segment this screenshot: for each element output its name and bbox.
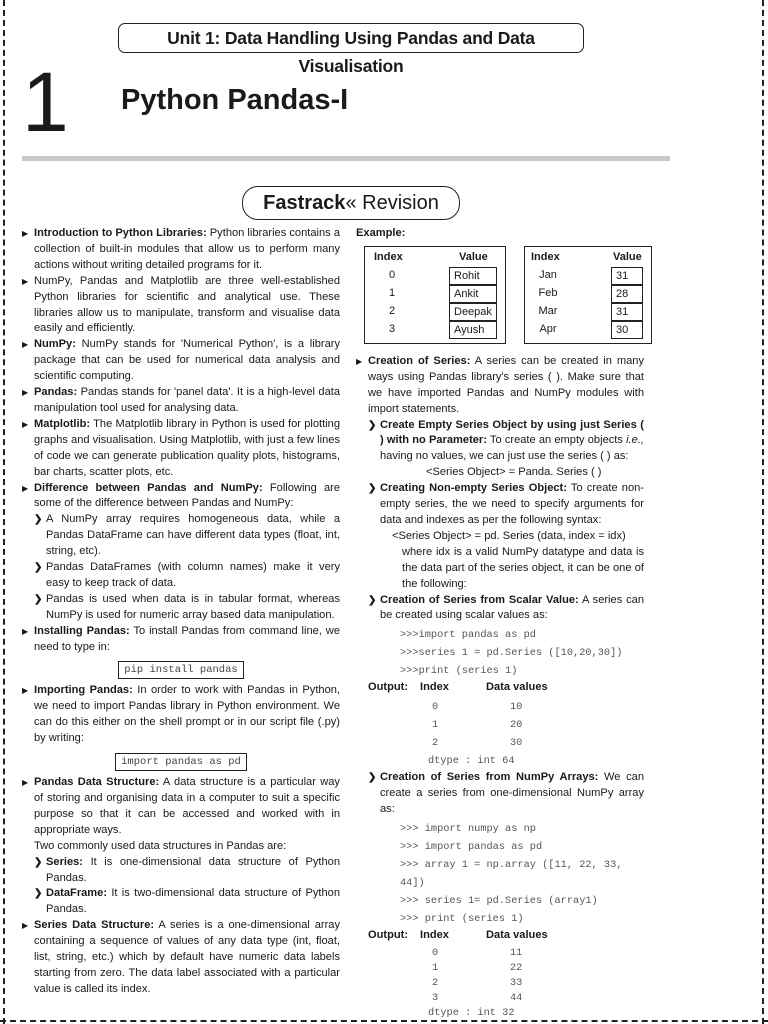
intro-text: Python libraries contains a collection of built-in modules that allow us to perform many actions without writing detailed programs for it.: [34, 227, 340, 271]
example-table-2: [524, 246, 652, 344]
difference-item-3: ❯ Pandas is used when data is in tabular format, whereas NumPy is used for numeric array based data manipulation.: [22, 592, 340, 624]
output-index: 2: [432, 977, 439, 990]
output-value: 10: [510, 701, 523, 714]
page-border-left: [3, 0, 5, 1024]
importing-lead: Importing Pandas:: [34, 684, 133, 697]
output-index: 1: [432, 962, 439, 975]
table2-value-header: Value: [613, 250, 642, 263]
title-divider: [22, 156, 670, 161]
output-value: 20: [510, 719, 523, 732]
table1-value: Ayush: [449, 321, 497, 339]
nonempty-where: where idx is a valid NumPy datatype and data is the data part of the series object, it can be one of the following:: [402, 545, 644, 590]
code-line: >>> array 1 = np.array ([11, 22, 33, 44]): [400, 859, 623, 890]
numpy-series-lead: Creation of Series from NumPy Arrays:: [380, 771, 599, 784]
example-tables: [356, 242, 644, 354]
output-index: 0: [432, 947, 439, 960]
table2-value: 31: [611, 303, 643, 321]
chapter-title: Python Pandas-I: [121, 84, 349, 116]
left-column: [22, 226, 340, 998]
fastrack-revision-badge: [242, 186, 460, 220]
numpy-dtype: dtype : int 32: [428, 1007, 515, 1020]
numpy-code: [356, 820, 644, 928]
table1-index: 1: [388, 286, 396, 299]
difference-text: Following are some of the difference between Pandas and NumPy:: [34, 481, 341, 510]
numpy-series-text: We can create a series from one-dimensional NumPy array as:: [380, 771, 644, 816]
empty-text-a: To create an empty objects: [486, 434, 627, 447]
table1-value-header: Value: [459, 250, 488, 263]
difference-item-1: ❯ A NumPy array requires homogeneous data, while a Pandas DataFrame can have different data types (float, int, string, etc).: [22, 512, 340, 560]
output-value: 33: [510, 977, 523, 990]
pandas-bullet: [22, 385, 340, 417]
example-label: Example:: [356, 227, 406, 239]
data-structure-bullet: [22, 775, 340, 839]
table2-value: 30: [611, 321, 643, 339]
creation-text: A series can be created in many ways using Pandas library's series ( ). Make sure that we have imported Pandas and NumPy modules with import statements.: [368, 354, 644, 415]
libraries-text: NumPy, Pandas and Matplotlib are three well-established Python libraries for scientific and analytical use. These libraries allow us to manipulate, transform and visualise data easily and efficiently.: [34, 274, 340, 335]
empty-series-item: [356, 418, 644, 466]
chapter-number: 1: [22, 55, 69, 149]
output-values-header: Data values: [486, 681, 548, 694]
page-border-right: [762, 0, 764, 1024]
matplotlib-bullet: [22, 417, 340, 481]
code-line: >>> import numpy as np: [400, 823, 536, 836]
table2-value: 28: [611, 285, 643, 303]
code-line: >>> series 1= pd.Series (array1): [400, 895, 598, 908]
fastrack-brand: Fastrack: [263, 192, 346, 214]
nonempty-lead: Creating Non-empty Series Object:: [380, 482, 567, 495]
table2-index: Mar: [538, 304, 558, 317]
output-index: 2: [432, 737, 439, 750]
difference-item-2: ❯ Pandas DataFrames (with column names) make it very easy to keep track of data.: [22, 560, 340, 592]
table1-value: Ankit: [449, 285, 497, 303]
output-value: 11: [510, 947, 523, 960]
code-line: >>>import pandas as pd: [400, 629, 536, 642]
table2-value: 31: [611, 267, 643, 285]
import-code-box: import pandas as pd: [115, 753, 247, 771]
install-code-box: pip install pandas: [118, 661, 243, 679]
numpy-bullet: [22, 337, 340, 385]
libraries-bullet: [22, 274, 340, 338]
output-row: [356, 991, 644, 1006]
installing-bullet: [22, 624, 340, 656]
importing-bullet: [22, 683, 340, 747]
code-line: >>> print (series 1): [400, 913, 524, 926]
output-row: [356, 976, 644, 991]
example-table-1: [364, 246, 506, 344]
output-index-header: Index: [420, 929, 449, 942]
output-values-header: Data values: [486, 929, 548, 942]
data-structure-text-2: Two commonly used data structures in Pandas are:: [34, 839, 287, 852]
output-row: [356, 698, 644, 716]
installing-text: To install Pandas from command line, we need to type in:: [34, 624, 340, 653]
output-value: 44: [510, 992, 523, 1005]
data-structure-lead: Pandas Data Structure:: [34, 776, 160, 789]
series-ds-text: A series is a one-dimensional array containing a sequence of values of any data type (int, float, list, string, etc.) which by default have numeric data labels starting from zero. The data label associated with a particular value is called its index.: [34, 919, 341, 995]
creation-bullet: [356, 354, 644, 418]
output-label: Output:: [368, 929, 409, 942]
table2-index: Apr: [539, 322, 557, 335]
scalar-output-header: [356, 680, 644, 698]
nonempty-syntax: <Series Object> = pd. Series (data, index = idx): [392, 529, 626, 542]
numpy-text: NumPy stands for 'Numerical Python', is a library package that can be used for numerical data analysis and scientific computing.: [34, 338, 340, 383]
creation-lead: Creation of Series:: [368, 354, 471, 367]
table2-index: Jan: [539, 268, 557, 281]
installing-lead: Installing Pandas:: [34, 624, 130, 637]
series-ds-bullet: [22, 918, 340, 998]
table1-index: 2: [388, 304, 396, 317]
table2-index-header: Index: [531, 250, 560, 263]
unit-heading: Unit 1: Data Handling Using Pandas and Data Visualisation: [118, 23, 584, 53]
scalar-lead: Creation of Series from Scalar Value:: [380, 593, 579, 606]
table1-value: Deepak: [449, 303, 497, 321]
dataframe-lead: DataFrame:: [46, 887, 108, 900]
series-lead: Series:: [46, 855, 84, 868]
series-ds-lead: Series Data Structure:: [34, 919, 155, 932]
table1-index-header: Index: [374, 250, 403, 263]
revision-word: Revision: [362, 192, 439, 214]
empty-syntax: <Series Object> = Panda. Series ( ): [426, 466, 602, 479]
output-index: 3: [432, 992, 439, 1005]
series-text: It is one-dimensional data structure of Python Pandas.: [46, 855, 340, 884]
output-row: [356, 961, 644, 976]
difference-lead: Difference between Pandas and NumPy:: [34, 481, 263, 494]
output-row: [356, 716, 644, 734]
right-column: [356, 226, 644, 1021]
table1-index: 3: [388, 322, 396, 335]
matplotlib-text: The Matplotlib library in Python is used for plotting graphs and visualisation. Using Matplotlib, with just a few lines of code we can generate publication quality plots, histograms, bar charts, scatter plots, etc.: [34, 417, 340, 478]
scalar-code: [356, 626, 644, 680]
series-item: [22, 855, 340, 887]
data-structure-text: A data structure is a particular way of storing and organising data in a computer to suit a specific purpose so that it can be accessed and worked with in appropriate ways.: [34, 776, 340, 836]
numpy-lead: NumPy:: [34, 338, 76, 351]
table1-index: 0: [388, 268, 396, 281]
scalar-dtype: dtype : int 64: [428, 755, 515, 768]
numpy-series-item: [356, 770, 644, 818]
difference-bullet: [22, 481, 340, 513]
nonempty-series-item: [356, 481, 644, 529]
code-line: >>>print (series 1): [400, 665, 518, 678]
scalar-text: A series can be created using scalar values as:: [380, 593, 644, 622]
output-label: Output:: [368, 681, 409, 694]
intro-lead: Introduction to Python Libraries:: [34, 227, 207, 239]
empty-text-b: having no values, we can just use the series ( ) as:: [380, 450, 629, 463]
output-index: 0: [432, 701, 439, 714]
pandas-text: Pandas stands for 'panel data'. It is a high-level data manipulation tool used for analysing data.: [34, 386, 340, 414]
table2-index: Feb: [538, 286, 558, 299]
empty-ie: i.e.,: [626, 434, 644, 447]
importing-text: In order to work with Pandas in Python, we need to import Pandas library in Python environment. We can do this either on the shell prompt or in our script file (.py) by writing:: [34, 684, 340, 745]
dataframe-item: [22, 886, 340, 918]
output-value: 22: [510, 962, 523, 975]
output-row: [356, 946, 644, 961]
code-line: >>>series 1 = pd.Series ([10,20,30]): [400, 647, 623, 660]
output-index: 1: [432, 719, 439, 732]
nonempty-text: To create non-empty series, the we need to specify arguments for data and indexes as per the following syntax:: [380, 482, 644, 526]
output-row: [356, 734, 644, 752]
scalar-series-item: [356, 593, 644, 625]
code-line: >>> import pandas as pd: [400, 841, 543, 854]
output-index-header: Index: [420, 681, 449, 694]
matplotlib-lead: Matplotlib:: [34, 417, 91, 430]
pandas-lead: Pandas:: [34, 386, 78, 399]
output-value: 30: [510, 737, 523, 750]
intro-bullet: [22, 226, 340, 274]
empty-lead: Create Empty Series Object by using just Series ( ) with no Parameter:: [380, 418, 644, 447]
table1-value: Rohit: [449, 267, 497, 285]
dataframe-text: It is two-dimensional data structure of Python Pandas.: [46, 887, 340, 916]
fastrack-mark: «: [345, 192, 357, 214]
numpy-output-header: [356, 928, 644, 946]
